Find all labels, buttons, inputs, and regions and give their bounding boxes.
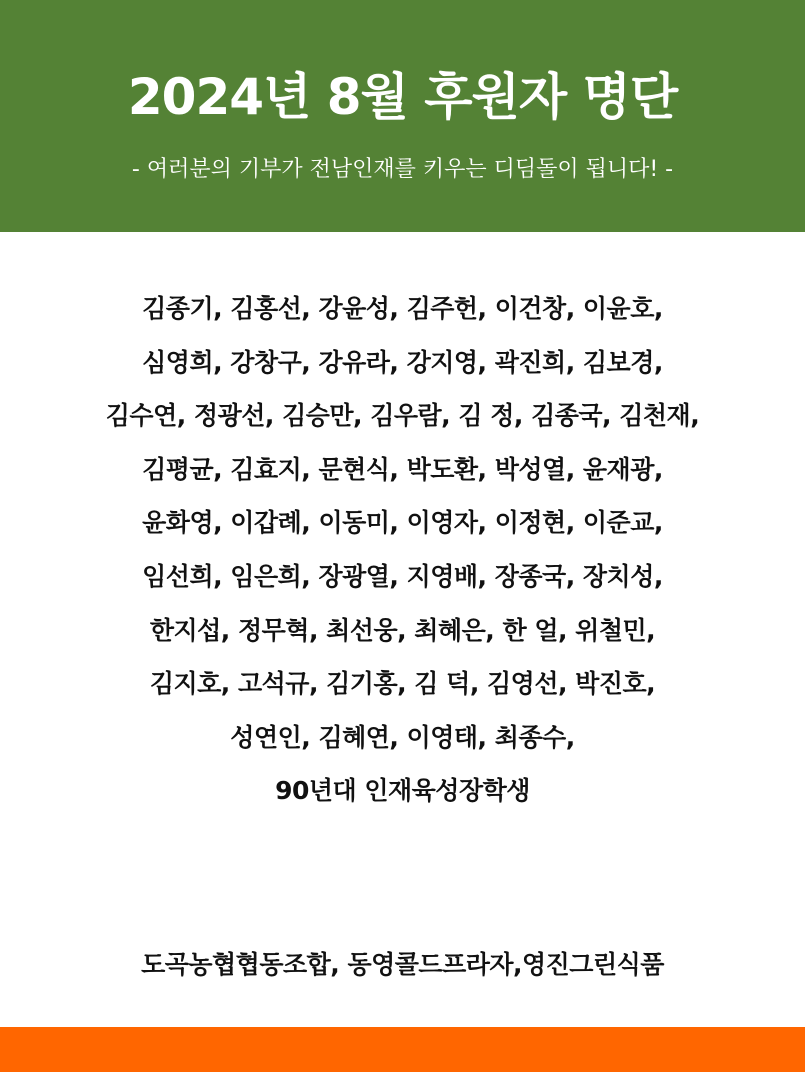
donor-line: 한지섭, 정무혁, 최선웅, 최혜은, 한 얼, 위철민,: [149, 615, 656, 645]
page-title: 2024년 8월 후원자 명단: [127, 68, 678, 126]
sponsor-list: 도곡농협협동조합, 동영콜드프라자,영진그린식품: [141, 950, 664, 979]
donor-line: 김평균, 김효지, 문현식, 박도환, 박성열, 윤재광,: [142, 454, 663, 484]
donor-line: 90년대 인재육성장학생: [275, 776, 530, 806]
footer-bar: [0, 1027, 805, 1072]
donor-line: 임선희, 임은희, 장광열, 지영배, 장종국, 장치성,: [142, 561, 663, 591]
donor-line: 김수연, 정광선, 김승만, 김우람, 김 정, 김종국, 김천재,: [105, 401, 700, 431]
donor-list: [0, 282, 805, 818]
donor-line: 김종기, 김홍선, 강윤성, 김주헌, 이건창, 이윤호,: [142, 294, 663, 323]
donor-line: 성연인, 김혜연, 이영태, 최종수,: [230, 722, 575, 752]
donor-line: 심영희, 강창구, 강유라, 강지영, 곽진희, 김보경,: [142, 347, 663, 377]
page-subtitle: - 여러분의 기부가 전남인재를 키우는 디딤돌이 됩니다! -: [131, 157, 674, 182]
header-banner: [0, 0, 805, 232]
donor-line: 김지호, 고석규, 김기홍, 김 덕, 김영선, 박진호,: [149, 669, 656, 699]
donor-line: 윤화영, 이갑례, 이동미, 이영자, 이정현, 이준교,: [142, 508, 663, 538]
